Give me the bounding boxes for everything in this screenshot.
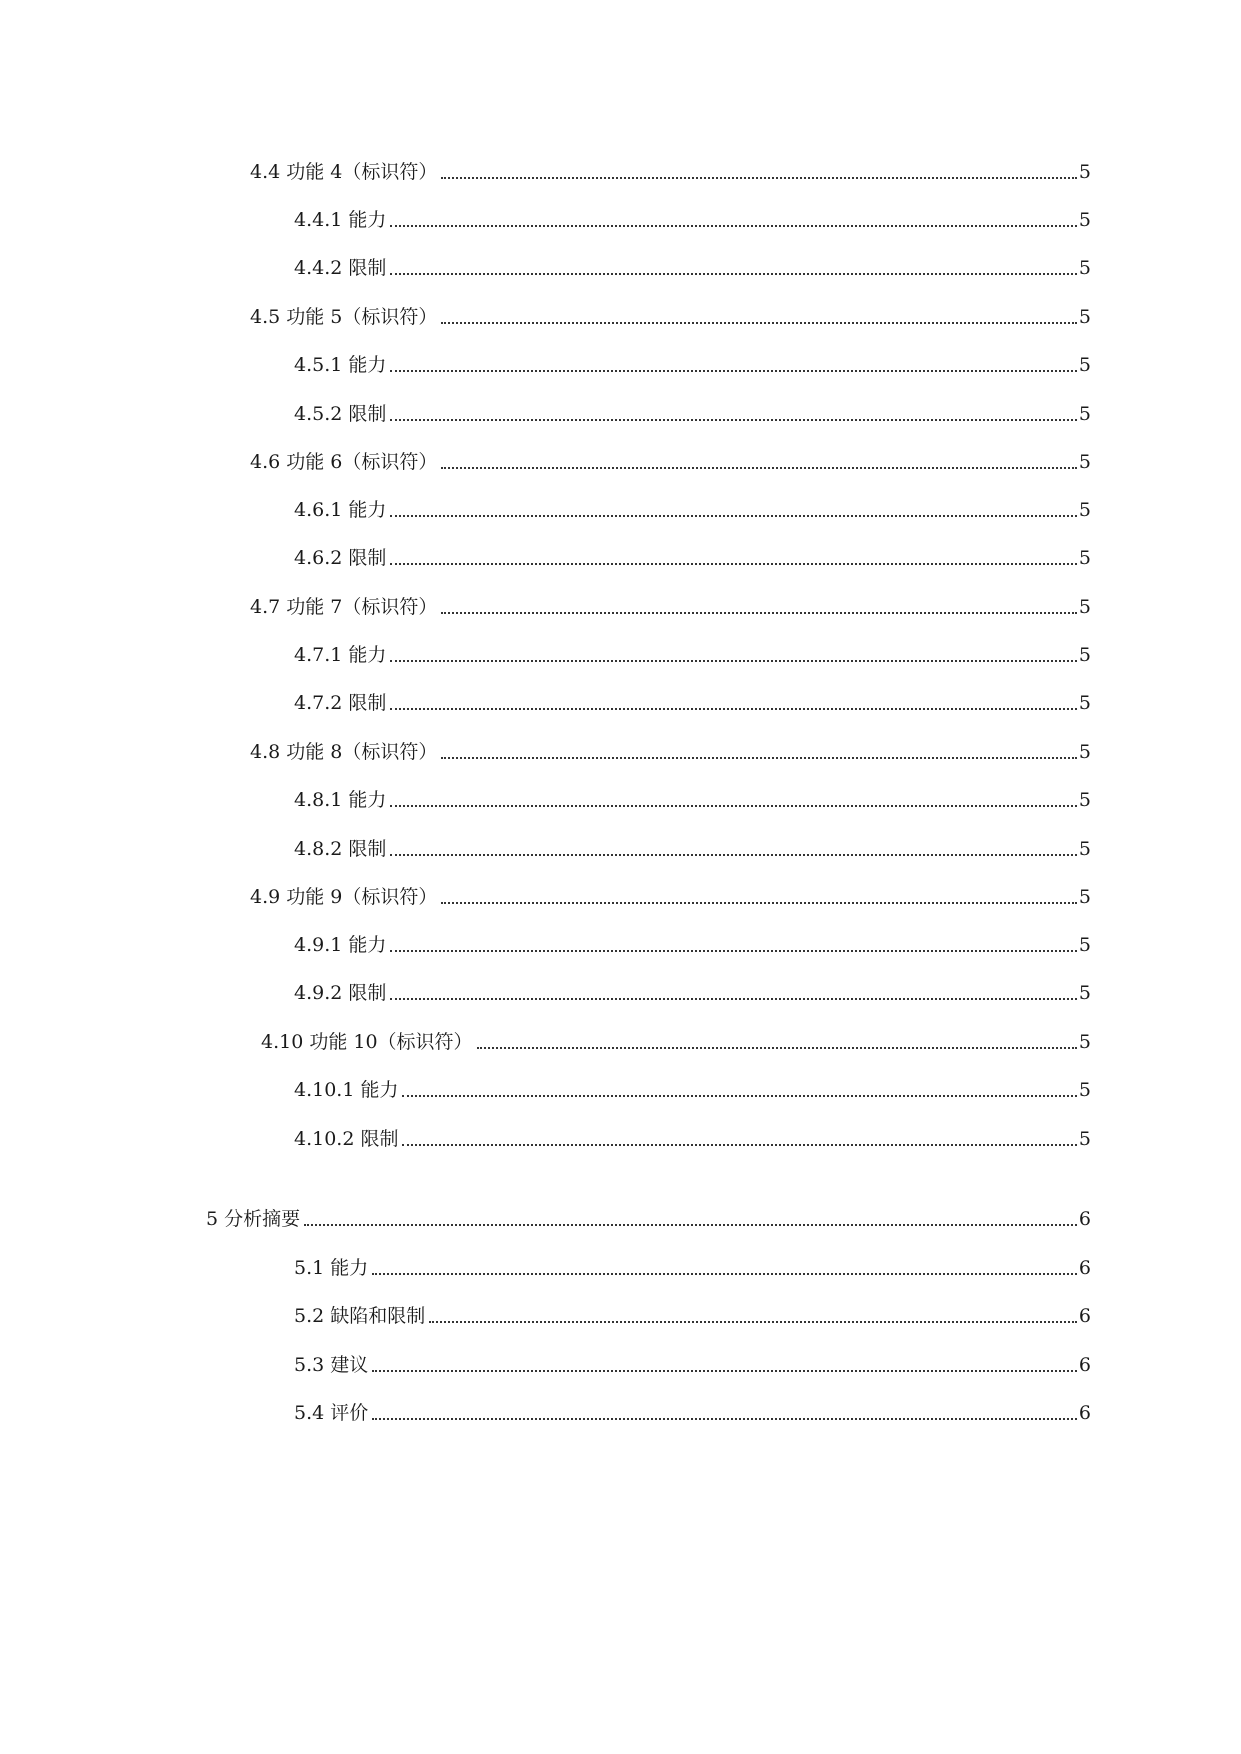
toc-page-number: 5: [1078, 982, 1091, 1004]
toc-entry-label: 4.7.1 能力: [294, 644, 387, 666]
toc-dot-leader: [390, 272, 1077, 275]
toc-entry-label: 4.9 功能 9（标识符）: [250, 886, 438, 908]
toc-dot-leader: [441, 321, 1077, 324]
toc-entry-label: 4.7.2 限制: [294, 692, 387, 714]
toc-entry[interactable]: [250, 737, 1091, 767]
toc-entry[interactable]: [294, 930, 1091, 960]
toc-entry[interactable]: [250, 592, 1091, 622]
toc-entry-label: 4.10.2 限制: [294, 1128, 399, 1150]
toc-entry-label: 4.5.2 限制: [294, 403, 387, 425]
toc-page-number: 5: [1078, 451, 1091, 473]
toc-entry-label: 4.10 功能 10（标识符）: [261, 1031, 473, 1053]
toc-entry[interactable]: [294, 1124, 1091, 1154]
toc-page-number: 5: [1078, 257, 1091, 279]
toc-entry[interactable]: [294, 495, 1091, 525]
toc-entry-label: 4.6 功能 6（标识符）: [250, 451, 438, 473]
toc-dot-leader: [402, 1094, 1076, 1097]
toc-dot-leader: [477, 1046, 1077, 1049]
toc-dot-leader: [441, 176, 1077, 179]
toc-entry-label: 4.5.1 能力: [294, 354, 387, 376]
toc-page-number: 5: [1078, 403, 1091, 425]
toc-page-number: 5: [1078, 838, 1091, 860]
toc-entry[interactable]: [250, 447, 1091, 477]
toc-entry[interactable]: [294, 543, 1091, 573]
toc-page-number: 5: [1078, 354, 1091, 376]
toc-entry[interactable]: [294, 205, 1091, 235]
toc-page-number: 5: [1078, 1031, 1091, 1053]
toc-page-number: 5: [1078, 886, 1091, 908]
toc-page-number: 5: [1078, 789, 1091, 811]
toc-entry-label: 4.4 功能 4（标识符）: [250, 161, 438, 183]
toc-page-number: 5: [1078, 692, 1091, 714]
toc-dot-leader: [390, 853, 1077, 856]
toc-dot-leader: [372, 1417, 1077, 1420]
toc-dot-leader: [390, 707, 1077, 710]
toc-page-number: 5: [1078, 1079, 1091, 1101]
toc-entry[interactable]: [294, 253, 1091, 283]
toc-page-number: 6: [1078, 1208, 1091, 1230]
toc-page-number: 5: [1078, 644, 1091, 666]
toc-entry[interactable]: [294, 1350, 1091, 1380]
toc-dot-leader: [390, 997, 1077, 1000]
toc-entry[interactable]: [250, 157, 1091, 187]
toc-dot-leader: [402, 1143, 1076, 1146]
toc-dot-leader: [441, 756, 1077, 759]
toc-entry[interactable]: [294, 834, 1091, 864]
toc-page-number: 5: [1078, 1128, 1091, 1150]
toc-entry[interactable]: [206, 1204, 1091, 1234]
toc-dot-leader: [390, 369, 1077, 372]
toc-entry-label: 4.8.2 限制: [294, 838, 387, 860]
toc-entry[interactable]: [294, 1301, 1091, 1331]
toc-entry-label: 4.4.1 能力: [294, 209, 387, 231]
toc-entry[interactable]: [294, 978, 1091, 1008]
toc-entry[interactable]: [261, 1027, 1091, 1057]
toc-entry[interactable]: [294, 785, 1091, 815]
toc-entry[interactable]: [294, 640, 1091, 670]
toc-entry-label: 4.6.1 能力: [294, 499, 387, 521]
toc-dot-leader: [304, 1223, 1077, 1226]
toc-page-number: 6: [1078, 1305, 1091, 1327]
toc-entry-label: 5.2 缺陷和限制: [294, 1305, 426, 1327]
toc-entry[interactable]: [294, 1075, 1091, 1105]
toc-dot-leader: [441, 466, 1077, 469]
toc-entry-label: 4.8 功能 8（标识符）: [250, 741, 438, 763]
toc-page-number: 6: [1078, 1257, 1091, 1279]
toc-entry-label: 4.10.1 能力: [294, 1079, 399, 1101]
toc-entry-label: 5 分析摘要: [206, 1208, 301, 1230]
toc-entry-label: 4.5 功能 5（标识符）: [250, 306, 438, 328]
toc-dot-leader: [390, 514, 1077, 517]
toc-dot-leader: [441, 901, 1077, 904]
toc-entry-label: 4.9.1 能力: [294, 934, 387, 956]
toc-dot-leader: [390, 418, 1077, 421]
toc-page-number: 5: [1078, 306, 1091, 328]
toc-dot-leader: [390, 562, 1077, 565]
toc-page-number: 5: [1078, 209, 1091, 231]
toc-dot-leader: [390, 224, 1077, 227]
toc-entry[interactable]: [294, 688, 1091, 718]
toc-entry-label: 5.3 建议: [294, 1354, 369, 1376]
toc-entry-label: 4.8.1 能力: [294, 789, 387, 811]
toc-page-number: 5: [1078, 547, 1091, 569]
toc-entry-label: 4.6.2 限制: [294, 547, 387, 569]
toc-dot-leader: [372, 1272, 1077, 1275]
toc-entry[interactable]: [250, 882, 1091, 912]
toc-dot-leader: [390, 804, 1077, 807]
toc-dot-leader: [372, 1369, 1077, 1372]
toc-entry[interactable]: [294, 1253, 1091, 1283]
toc-entry[interactable]: [250, 302, 1091, 332]
toc-page-number: 5: [1078, 934, 1091, 956]
toc-dot-leader: [429, 1320, 1077, 1323]
toc-entry-label: 4.9.2 限制: [294, 982, 387, 1004]
toc-page-number: 6: [1078, 1402, 1091, 1424]
toc-dot-leader: [390, 949, 1077, 952]
toc-entry[interactable]: [294, 399, 1091, 429]
toc-entry-label: 4.7 功能 7（标识符）: [250, 596, 438, 618]
toc-entry[interactable]: [294, 1398, 1091, 1428]
toc-page-number: 5: [1078, 741, 1091, 763]
toc-page-number: 5: [1078, 499, 1091, 521]
toc-dot-leader: [390, 659, 1077, 662]
toc-entry[interactable]: [294, 350, 1091, 380]
toc-entry-label: 5.1 能力: [294, 1257, 369, 1279]
toc-page-number: 6: [1078, 1354, 1091, 1376]
toc-dot-leader: [441, 611, 1077, 614]
toc-page-number: 5: [1078, 596, 1091, 618]
toc-page-number: 5: [1078, 161, 1091, 183]
toc-entry-label: 5.4 评价: [294, 1402, 369, 1424]
toc-entry-label: 4.4.2 限制: [294, 257, 387, 279]
